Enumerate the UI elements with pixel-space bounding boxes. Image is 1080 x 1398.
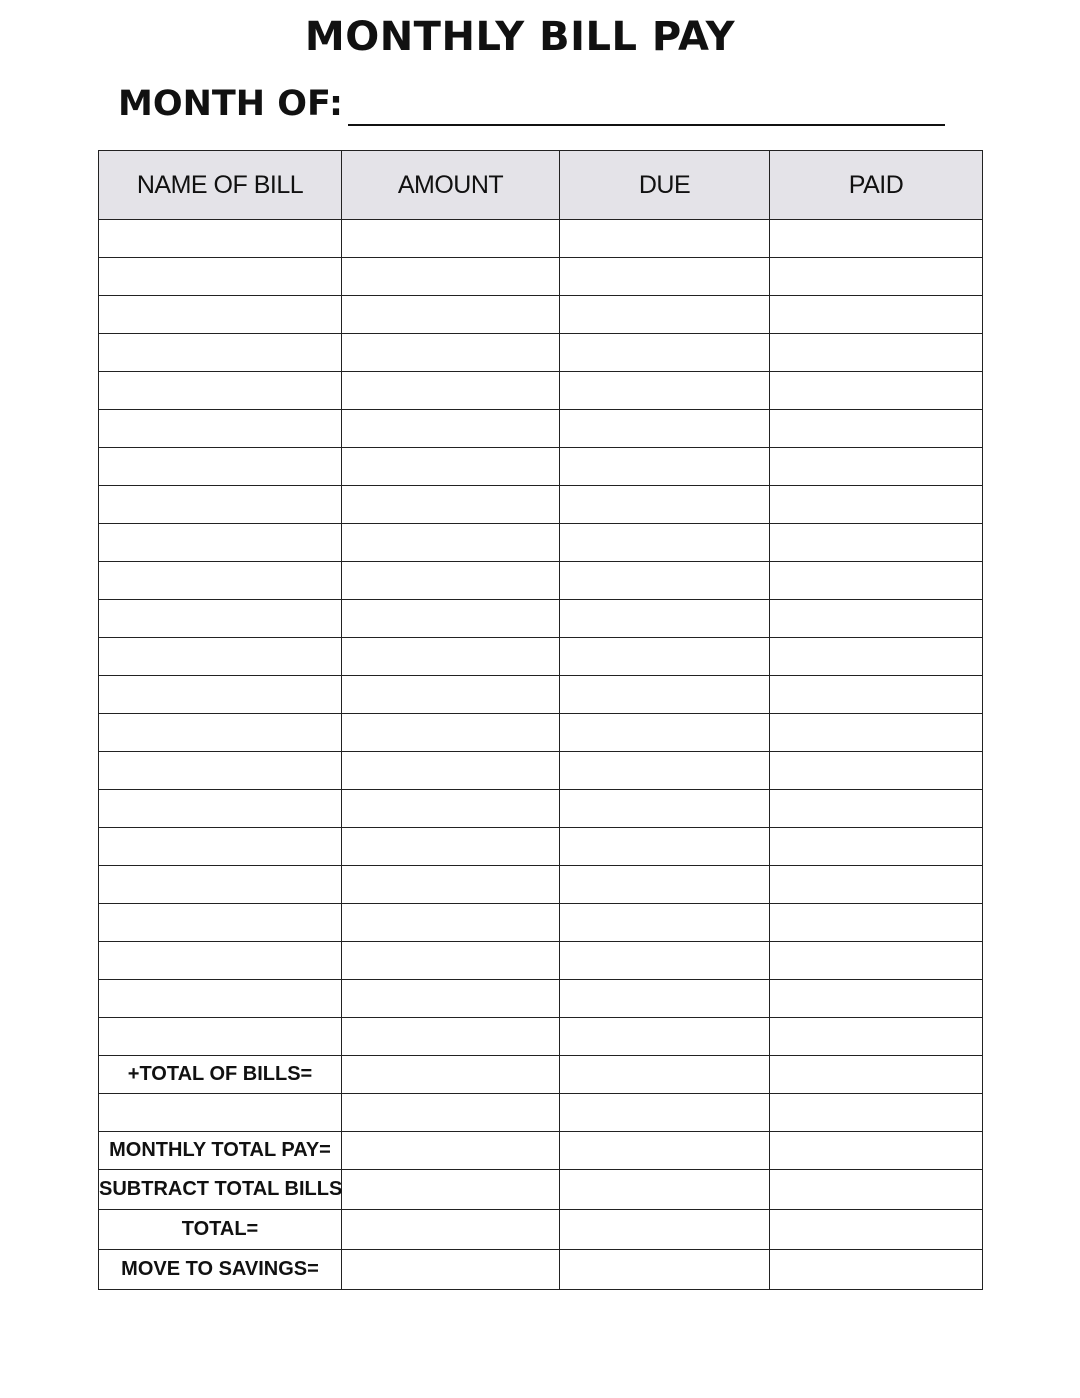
cell-amount[interactable] (342, 486, 560, 524)
table-row (99, 904, 983, 942)
summary-cell-paid[interactable] (770, 1210, 983, 1250)
bill-table (98, 150, 983, 1290)
cell-name[interactable] (99, 258, 342, 296)
summary-row (99, 1056, 983, 1094)
table-row (99, 372, 983, 410)
cell-name[interactable] (99, 372, 342, 410)
table-row (99, 980, 983, 1018)
column-header-due: DUE (560, 151, 770, 220)
table-row (99, 752, 983, 790)
cell-due[interactable] (560, 676, 770, 714)
column-header-amount: AMOUNT (342, 151, 560, 220)
summary-row (99, 1210, 983, 1250)
summary-cell-amount[interactable] (342, 1132, 560, 1170)
summary-row (99, 1132, 983, 1170)
table-row (99, 220, 983, 258)
cell-amount[interactable] (342, 676, 560, 714)
cell-amount[interactable] (342, 258, 560, 296)
cell-paid[interactable] (770, 676, 983, 714)
cell-paid[interactable] (770, 1018, 983, 1056)
cell-due[interactable] (560, 828, 770, 866)
cell-amount[interactable] (342, 296, 560, 334)
table-row (99, 486, 983, 524)
table-row (99, 448, 983, 486)
cell-paid[interactable] (770, 600, 983, 638)
cell-name[interactable] (99, 334, 342, 372)
cell-paid[interactable] (770, 980, 983, 1018)
summary-cell-due[interactable] (560, 1170, 770, 1210)
cell-amount[interactable] (342, 942, 560, 980)
summary-cell-amount[interactable] (342, 1094, 560, 1132)
cell-name[interactable] (99, 448, 342, 486)
summary-cell-paid[interactable] (770, 1056, 983, 1094)
summary-cell-amount[interactable] (342, 1170, 560, 1210)
cell-due[interactable] (560, 410, 770, 448)
table-header-row (99, 151, 983, 220)
cell-paid[interactable] (770, 638, 983, 676)
table-row (99, 562, 983, 600)
cell-due[interactable] (560, 562, 770, 600)
cell-due[interactable] (560, 714, 770, 752)
cell-paid[interactable] (770, 448, 983, 486)
cell-due[interactable] (560, 372, 770, 410)
cell-name[interactable] (99, 714, 342, 752)
cell-paid[interactable] (770, 942, 983, 980)
summary-row (99, 1250, 983, 1290)
cell-paid[interactable] (770, 752, 983, 790)
cell-name[interactable] (99, 866, 342, 904)
cell-name[interactable] (99, 562, 342, 600)
cell-due[interactable] (560, 790, 770, 828)
cell-name[interactable] (99, 942, 342, 980)
summary-cell-due[interactable] (560, 1132, 770, 1170)
summary-cell-amount[interactable] (342, 1056, 560, 1094)
cell-due[interactable] (560, 296, 770, 334)
summary-cell-paid[interactable] (770, 1132, 983, 1170)
cell-due[interactable] (560, 258, 770, 296)
summary-label: TOTAL= (99, 1210, 342, 1250)
cell-amount[interactable] (342, 638, 560, 676)
cell-name[interactable] (99, 600, 342, 638)
table-row (99, 638, 983, 676)
summary-row (99, 1094, 983, 1132)
table-row (99, 866, 983, 904)
cell-amount[interactable] (342, 220, 560, 258)
cell-paid[interactable] (770, 866, 983, 904)
cell-due[interactable] (560, 752, 770, 790)
cell-amount[interactable] (342, 866, 560, 904)
cell-paid[interactable] (770, 714, 983, 752)
cell-amount[interactable] (342, 524, 560, 562)
cell-paid[interactable] (770, 828, 983, 866)
cell-amount[interactable] (342, 904, 560, 942)
cell-name[interactable] (99, 486, 342, 524)
cell-amount[interactable] (342, 410, 560, 448)
summary-cell-due[interactable] (560, 1094, 770, 1132)
summary-label: SUBTRACT TOTAL BILLS (99, 1170, 342, 1210)
cell-name[interactable] (99, 790, 342, 828)
summary-cell-amount[interactable] (342, 1250, 560, 1290)
summary-label: +TOTAL OF BILLS= (99, 1056, 342, 1094)
table-row (99, 942, 983, 980)
cell-paid[interactable] (770, 220, 983, 258)
table-row (99, 258, 983, 296)
cell-due[interactable] (560, 942, 770, 980)
summary-cell-amount[interactable] (342, 1210, 560, 1250)
summary-cell-due[interactable] (560, 1210, 770, 1250)
cell-name[interactable] (99, 220, 342, 258)
cell-due[interactable] (560, 866, 770, 904)
summary-cell-paid[interactable] (770, 1250, 983, 1290)
page-title: MONTHLY BILL PAY (304, 14, 736, 60)
summary-label: MONTHLY TOTAL PAY= (99, 1132, 342, 1170)
summary-label: MOVE TO SAVINGS= (99, 1250, 342, 1290)
cell-name[interactable] (99, 638, 342, 676)
cell-name[interactable] (99, 676, 342, 714)
table-row (99, 410, 983, 448)
cell-due[interactable] (560, 486, 770, 524)
cell-name[interactable] (99, 980, 342, 1018)
cell-amount[interactable] (342, 752, 560, 790)
cell-amount[interactable] (342, 600, 560, 638)
cell-name[interactable] (99, 1018, 342, 1056)
cell-paid[interactable] (770, 562, 983, 600)
summary-row (99, 1170, 983, 1210)
cell-amount[interactable] (342, 828, 560, 866)
cell-paid[interactable] (770, 296, 983, 334)
cell-name[interactable] (99, 828, 342, 866)
summary-cell-due[interactable] (560, 1056, 770, 1094)
cell-amount[interactable] (342, 1018, 560, 1056)
table-row (99, 1018, 983, 1056)
cell-name[interactable] (99, 524, 342, 562)
cell-amount[interactable] (342, 562, 560, 600)
cell-amount[interactable] (342, 372, 560, 410)
cell-paid[interactable] (770, 486, 983, 524)
cell-due[interactable] (560, 524, 770, 562)
summary-cell-due[interactable] (560, 1250, 770, 1290)
cell-amount[interactable] (342, 448, 560, 486)
table-row (99, 714, 983, 752)
cell-amount[interactable] (342, 980, 560, 1018)
cell-paid[interactable] (770, 790, 983, 828)
cell-due[interactable] (560, 904, 770, 942)
table-row (99, 524, 983, 562)
table-row (99, 334, 983, 372)
cell-name[interactable] (99, 752, 342, 790)
column-header-paid: PAID (770, 151, 983, 220)
cell-due[interactable] (560, 448, 770, 486)
cell-paid[interactable] (770, 334, 983, 372)
month-of-field[interactable] (348, 124, 945, 126)
table-row (99, 790, 983, 828)
table-row (99, 600, 983, 638)
month-of-label: MONTH OF: (118, 84, 343, 124)
cell-paid[interactable] (770, 904, 983, 942)
cell-amount[interactable] (342, 714, 560, 752)
cell-name[interactable] (99, 904, 342, 942)
summary-cell-paid[interactable] (770, 1094, 983, 1132)
cell-due[interactable] (560, 638, 770, 676)
summary-label (99, 1094, 342, 1132)
cell-due[interactable] (560, 334, 770, 372)
cell-amount[interactable] (342, 790, 560, 828)
cell-paid[interactable] (770, 410, 983, 448)
cell-paid[interactable] (770, 524, 983, 562)
table-row (99, 676, 983, 714)
cell-name[interactable] (99, 296, 342, 334)
column-header-name: NAME OF BILL (99, 151, 342, 220)
summary-cell-paid[interactable] (770, 1170, 983, 1210)
table-row (99, 828, 983, 866)
cell-name[interactable] (99, 410, 342, 448)
table-row (99, 296, 983, 334)
cell-amount[interactable] (342, 334, 560, 372)
cell-paid[interactable] (770, 372, 983, 410)
cell-paid[interactable] (770, 258, 983, 296)
bill-rows (99, 220, 983, 1290)
cell-due[interactable] (560, 220, 770, 258)
cell-due[interactable] (560, 980, 770, 1018)
cell-due[interactable] (560, 1018, 770, 1056)
cell-due[interactable] (560, 600, 770, 638)
